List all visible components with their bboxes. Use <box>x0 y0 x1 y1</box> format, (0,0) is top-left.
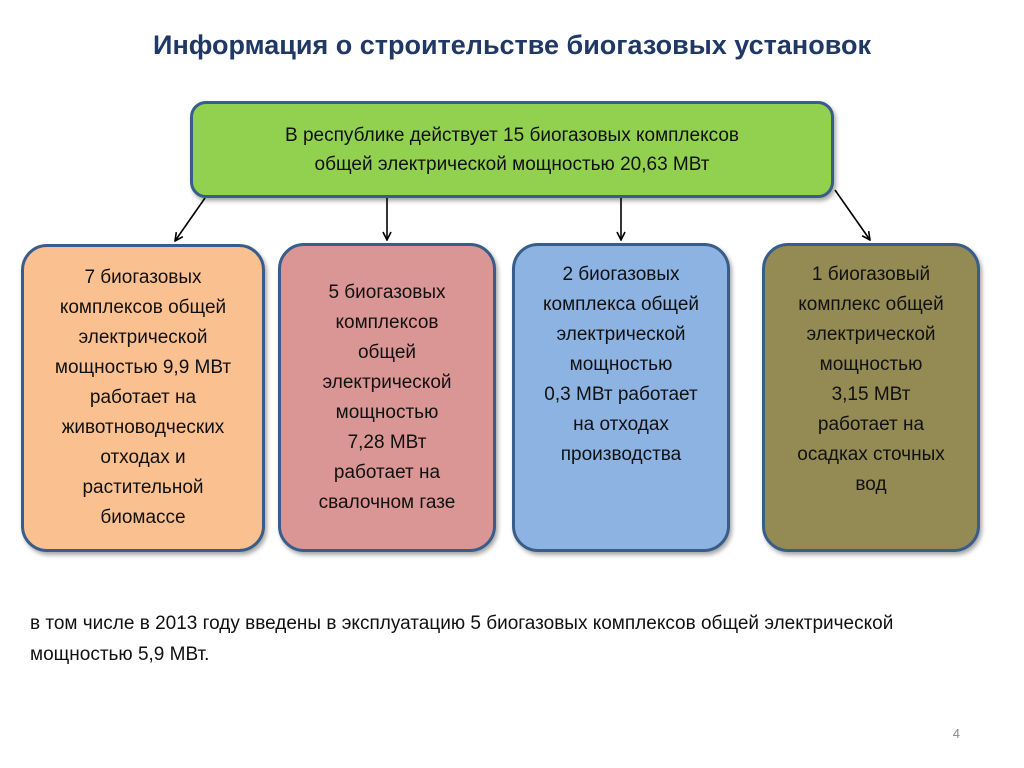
category-box-sewage-sludge <box>762 243 980 552</box>
page-number: 4 <box>952 726 960 741</box>
arrow-to-box-4 <box>835 190 870 240</box>
summary-box-text: В республике действует 15 биогазовых комплексов общей электрической мощностью 20,63 МВт <box>285 124 739 175</box>
category-box-livestock <box>21 244 265 552</box>
category-box-production-waste-text: 2 биогазовых комплекса общей электрической мощностью 0,3 МВт работает на отходах производства <box>542 264 700 465</box>
category-box-landfill-gas-text: 5 биогазовых комплексов общей электрической мощностью 7,28 МВт работает на свалочном газе <box>318 281 456 513</box>
footnote-text: в том числе в 2013 году введены в эксплуатацию 5 биогазовых комплексов общей электрической мощностью 5,9 МВт. <box>30 613 894 665</box>
category-box-production-waste <box>512 243 730 552</box>
arrow-to-box-1 <box>175 198 205 241</box>
summary-box <box>190 101 834 198</box>
category-box-landfill-gas <box>278 243 496 552</box>
category-box-sewage-sludge-text: 1 биогазовый комплекс общей электрической мощностью 3,15 МВт работает на осадках сточных вод <box>797 264 945 495</box>
slide-title: Информация о строительстве биогазовых установок <box>153 30 871 60</box>
category-box-livestock-text: 7 биогазовых комплексов общей электрической мощностью 9,9 МВт работает на животноводческих отходах и растительной биомассе <box>54 267 232 528</box>
